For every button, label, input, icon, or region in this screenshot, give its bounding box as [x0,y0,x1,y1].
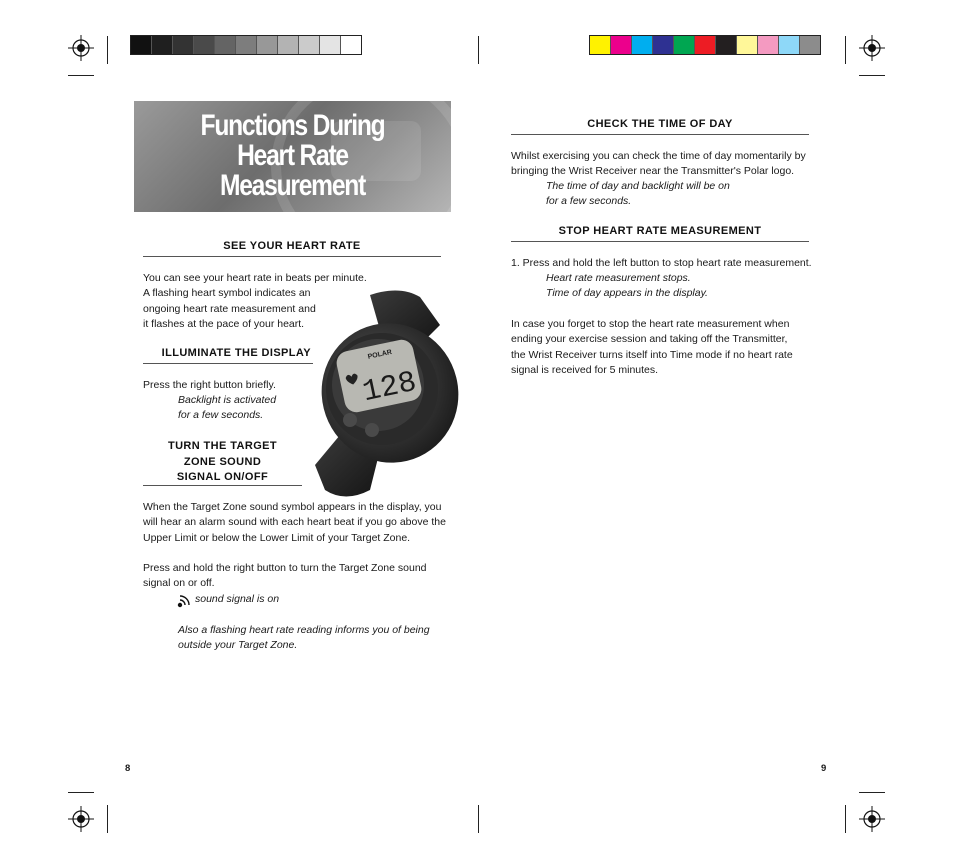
grayscale-calibration-bar [130,35,362,55]
color-swatch [152,36,173,54]
time-of-day-result: The time of day and backlight will be on for a few seconds. [546,180,730,208]
color-swatch [299,36,320,54]
color-swatch [215,36,236,54]
wrist-receiver-watch-image [300,285,460,505]
registration-mark-icon [859,806,885,832]
color-swatch [632,36,653,54]
color-swatch [695,36,716,54]
stop-result: Heart rate measurement stops. Time of day appears in the display. [546,272,708,300]
color-swatch [194,36,215,54]
section-rule [511,241,809,242]
section-heading-see-heart-rate: SEE YOUR HEART RATE [223,240,361,252]
watch-display-reading: 128 [359,365,420,411]
color-swatch [590,36,611,54]
color-swatch [341,36,361,54]
color-swatch [278,36,299,54]
color-swatch [611,36,632,54]
section-heading-illuminate: ILLUMINATE THE DISPLAY [161,347,311,359]
time-of-day-text: Whilst exercising you can check the time of day momentarily by bringing the Wrist Receiver near the Transmitter's Polar logo. [511,150,806,178]
section-heading-stop-measurement: STOP HEART RATE MEASUREMENT [558,225,762,237]
illuminate-text: Press the right button briefly. [143,379,276,391]
section-heading-time-of-day: CHECK THE TIME OF DAY [587,118,733,130]
auto-time-mode-text: In case you forget to stop the heart rate measurement when ending your exercise session and taking off the Transmitter, the Wrist Receiver turns itself into Time mode if no heart rate signal is received for 5 minutes. [511,318,793,377]
color-swatch [800,36,820,54]
color-swatch [758,36,779,54]
color-swatch [674,36,695,54]
page-title: Functions During Heart Rate Measurement [200,109,385,202]
color-swatch [737,36,758,54]
target-zone-text: When the Target Zone sound symbol appears in the display, you will hear an alarm sound with each heart beat if you go above the Upper Limit or below the Lower Limit of your Target Zone. [143,501,446,544]
page-number-left: 8 [125,763,131,774]
section-rule [143,485,302,486]
sound-signal-icon [177,593,191,608]
color-swatch [257,36,278,54]
section-heading-target-zone: TURN THE TARGET ZONE SOUND SIGNAL ON/OFF [167,440,278,483]
see-heart-rate-text: You can see your heart rate in beats per minute. A flashing heart symbol indicates an ongoing heart rate measurement and it flashes at the pace of your heart. [143,272,367,331]
color-swatch [236,36,257,54]
press-hold-text: Press and hold the right button to turn the Target Zone sound signal on or off. [143,562,427,590]
stop-step: 1. Press and hold the left button to stop heart rate measurement. [511,257,812,269]
illuminate-result: Backlight is activated for a few seconds. [178,394,277,422]
registration-mark-icon [68,806,94,832]
color-swatch [320,36,341,54]
color-swatch [716,36,737,54]
color-swatch [779,36,800,54]
sound-on-label: sound signal is on [195,593,280,605]
section-rule [143,256,441,257]
page-number-right: 9 [821,763,827,774]
color-swatch [173,36,194,54]
title-banner [134,101,451,212]
color-swatch [131,36,152,54]
section-rule [511,134,809,135]
color-calibration-bar [589,35,821,55]
registration-mark-icon [859,35,885,61]
watch-brand-logo: POLAR [367,348,393,361]
registration-mark-icon [68,35,94,61]
color-swatch [653,36,674,54]
section-rule [143,363,313,364]
flashing-reading-note: Also a flashing heart rate reading informs you of being outside your Target Zone. [178,624,430,652]
